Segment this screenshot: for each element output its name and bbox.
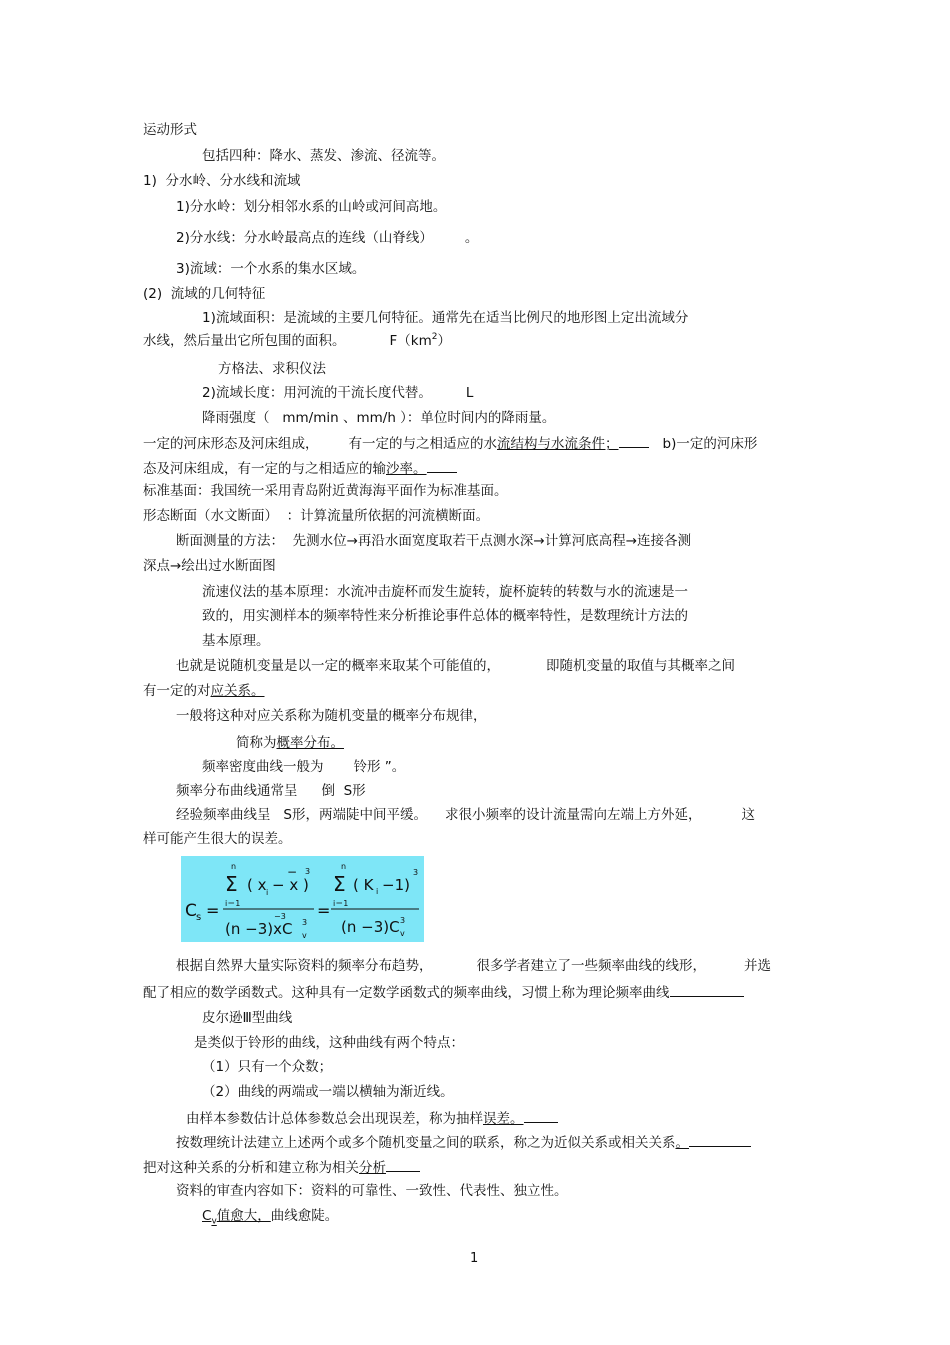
xbar-1: − [287, 865, 298, 879]
line-4: 1)分水岭：划分相邻水系的山岭或河间高地。 [176, 199, 447, 215]
line-32: 皮尔逊Ⅲ型曲线 [202, 1010, 293, 1026]
denominator-1-sub: v [302, 931, 307, 940]
xbar-2: −3 [274, 912, 286, 921]
line-5 [176, 229, 478, 247]
line-14b: 沙率。 [386, 461, 427, 477]
line-17: 断面测量的方法： 先测水位→再沿水面宽度取若干点测水深→计算河底高程→连接各测 [176, 533, 692, 549]
line-28c: 这 [741, 807, 755, 823]
sum-upper-1: n [231, 862, 237, 871]
cube-4: 3 [400, 916, 406, 925]
denominator-1b: C [282, 920, 293, 938]
line-37a: 按数理统计法建立上述两个或多个随机变量之间的联系，称之为近似关系或相关关系 [176, 1135, 676, 1151]
line-38a: 把对这种关系的分析和建立称为相关 [143, 1160, 359, 1176]
line-35: （2）曲线的两端或一端以横轴为渐近线。 [202, 1084, 454, 1100]
cube-2: 3 [302, 918, 308, 927]
numerator-2b: −1) [382, 876, 410, 894]
line-27a: 频率分布曲线通常呈 [176, 783, 298, 799]
line-11a: 2)流域长度：用河流的干流长度代替。 [202, 385, 432, 401]
sum-lower-1: i＝1 [225, 899, 241, 908]
line-22a: 也就是说随机变量是以一定的概率来取某个可能值的， [176, 658, 500, 674]
line-13c: 流结构与水流条件； [497, 436, 619, 452]
cs-subscript: s [196, 912, 202, 923]
line-15: 标准基面：我国统一采用青岛附近黄海海平面作为标准基面。 [143, 483, 508, 499]
line-30a: 根据自然界大量实际资料的频率分布趋势， [176, 958, 433, 974]
line-30 [176, 957, 771, 975]
line-26 [202, 758, 405, 776]
line-31-text: 配了相应的数学函数式。这种具有一定数学函数式的频率曲线，习惯上称为理论频率曲线 [143, 985, 670, 1001]
line-18: 深点→绘出过水断面图 [143, 558, 276, 574]
sum-lower-2: i＝1 [333, 899, 349, 908]
cube-1: 3 [305, 867, 311, 876]
skewness-formula [181, 856, 424, 942]
line-24: 一般将这种对应关系称为随机变量的概率分布规律， [176, 708, 487, 724]
equals-2: = [317, 901, 331, 920]
line-13 [143, 433, 757, 453]
line-9 [143, 332, 451, 350]
line-33: 是类似于铃形的曲线，这种曲线有两个特点： [194, 1035, 464, 1051]
line-30b: 很多学者建立了一些频率曲线的线形， [476, 958, 706, 974]
line-28 [176, 806, 755, 824]
line-23 [143, 682, 265, 700]
line-23a: 有一定的对 [143, 683, 211, 699]
line-25a: 简称为 [236, 735, 277, 751]
equals-1: = [206, 901, 220, 920]
line-25 [236, 734, 344, 752]
line-40b: 值愈大， [216, 1208, 271, 1224]
line-28a: 经验频率曲线呈 S形，两端陡中间平缓。 [176, 807, 427, 823]
denominator-2-sub: v [400, 929, 405, 938]
line-37 [176, 1132, 751, 1152]
line-9a: 水线，然后量出它所包围的面积。 [143, 333, 346, 349]
line-14a: 态及河床组成，有一定的与之相适应的输 [143, 461, 386, 477]
line-13a: 一定的河床形态及河床组成， [143, 436, 319, 452]
line-40c: 曲线愈陡。 [270, 1208, 339, 1224]
line-21: 基本原理。 [202, 633, 270, 649]
sigma-2: Σ [333, 872, 346, 896]
line-8: 1)流域面积：是流域的主要几何特征。通常先在适当比例尺的地形图上定出流域分 [202, 310, 689, 326]
numerator-1a: ( x [247, 876, 267, 894]
line-26b: 铃形 ”。 [353, 759, 406, 775]
line-5a: 2)分水线：分水岭最高点的连线（山脊线） [176, 230, 433, 246]
line-11 [202, 384, 473, 402]
line-9b: F（km [389, 333, 432, 349]
line-40-sub: v [211, 1216, 217, 1227]
line-27 [176, 782, 366, 800]
numerator-2-sub: i [376, 887, 379, 896]
denominator-1a: (n −3)x [225, 920, 282, 938]
cube-3: 3 [413, 868, 419, 877]
line-40a: C [202, 1208, 212, 1224]
line-27b: 倒 S形 [321, 783, 366, 799]
line-36b: 误差。 [483, 1111, 524, 1127]
line-31 [143, 982, 744, 1002]
line-12: 降雨强度（ mm/min 、mm/h ）：单位时间内的降雨量。 [202, 410, 556, 426]
cs-symbol: C [185, 901, 197, 921]
line-36 [186, 1108, 558, 1128]
line-9-sup: 2 [431, 332, 438, 342]
sigma-1: Σ [225, 872, 238, 896]
line-40 [202, 1207, 338, 1225]
line-34: （1）只有一个众数； [202, 1059, 333, 1075]
line-39: 资料的审查内容如下：资料的可靠性、一致性、代表性、独立性。 [176, 1183, 568, 1199]
line-13b: 有一定的与之相适应的水 [348, 436, 497, 452]
line-1: 运动形式 [143, 122, 197, 138]
line-20: 致的，用实测样本的频率特性来分析推论事件总体的概率特性，是数理统计方法的 [202, 608, 688, 624]
line-10: 方格法、求积仪法 [218, 361, 326, 377]
page-number: 1 [470, 1251, 479, 1266]
sum-upper-2: n [341, 862, 347, 871]
line-2: 包括四种：降水、蒸发、渗流、径流等。 [202, 148, 445, 164]
denominator-2: (n −3)C [341, 918, 400, 936]
line-22b: 即随机变量的取值与其概率之间 [546, 658, 735, 674]
line-6: 3)流域：一个水系的集水区域。 [176, 261, 366, 277]
line-37b: 。 [675, 1135, 689, 1151]
numerator-1-sub: i [266, 888, 269, 897]
line-19: 流速仪法的基本原理：水流冲击旋杯而发生旋转，旋杯旋转的转数与水的流速是一 [202, 584, 688, 600]
line-29: 样可能产生很大的误差。 [143, 831, 292, 847]
line-11b: L [465, 385, 474, 401]
line-38 [143, 1157, 420, 1177]
line-28b: 求很小频率的设计流量需向左端上方外延， [444, 807, 702, 823]
line-23b: 应关系。 [210, 683, 265, 699]
line-30c: 并选 [744, 958, 771, 974]
line-14 [143, 458, 457, 478]
line-5b: 。 [464, 230, 479, 246]
heading-geometry: (2) 流域的几何特征 [143, 286, 266, 302]
line-16: 形态断面（水文断面） ：计算流量所依据的河流横断面。 [143, 508, 490, 524]
line-9c: ） [437, 333, 451, 349]
line-22 [176, 657, 735, 675]
line-36a: 由样本参数估计总体参数总会出现误差，称为抽样 [186, 1111, 483, 1127]
line-38b: 分析 [359, 1160, 386, 1176]
numerator-1b: − x ) [272, 876, 309, 894]
line-25b: 概率分布。 [276, 735, 344, 751]
numerator-2a: ( K [353, 876, 374, 894]
heading-watershed: 1) 分水岭、分水线和流域 [143, 173, 301, 189]
line-26a: 频率密度曲线一般为 [202, 759, 324, 775]
line-13d: b)一定的河床形 [662, 436, 758, 452]
